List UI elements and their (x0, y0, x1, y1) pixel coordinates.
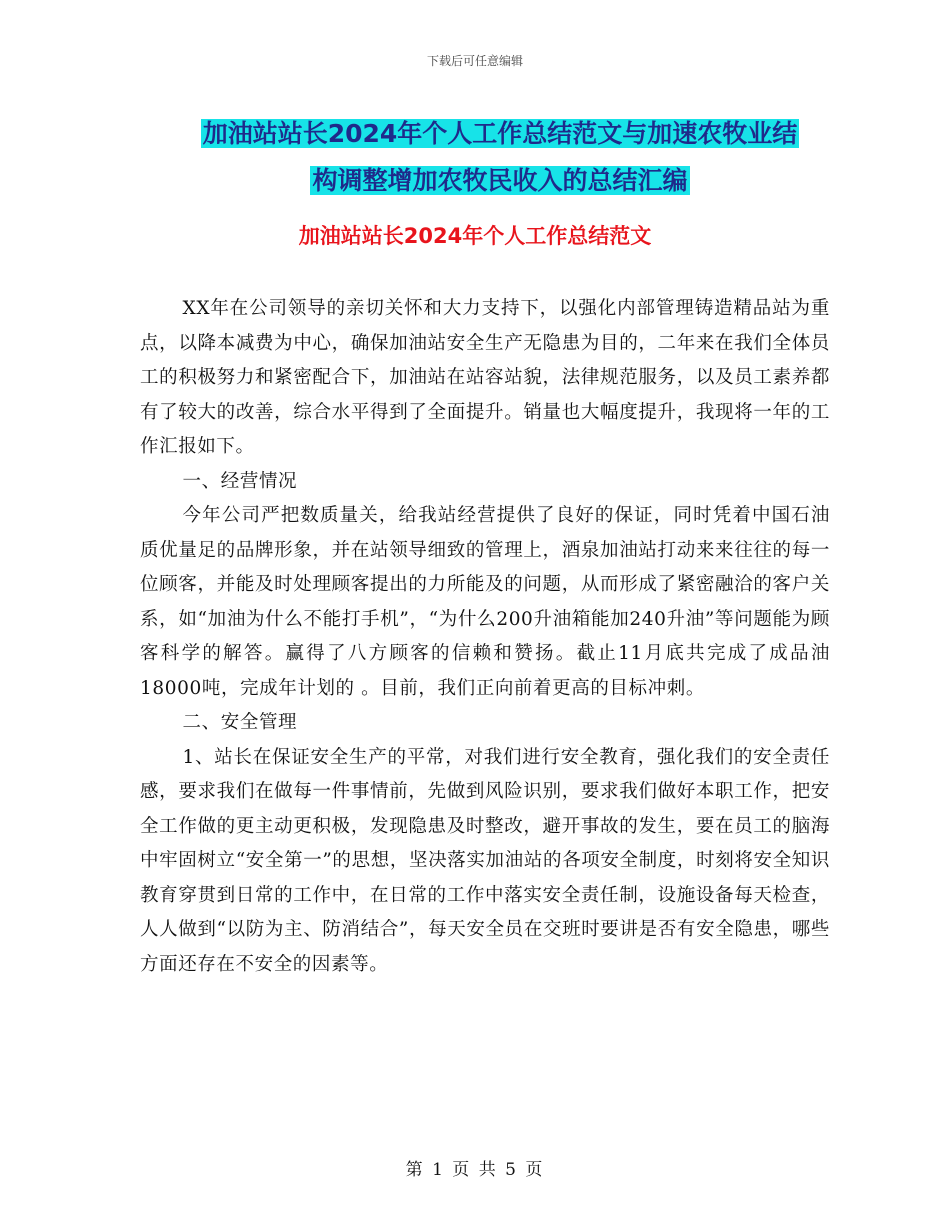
paragraph-safety: 1、站长在保证安全生产的平常，对我们进行安全教育，强化我们的安全责任感，要求我们在做每一件事情前，先做到风险识别，要求我们做好本职工作，把安全工作做的更主动更积极，发现隐患及时整改，避开事故的发生，要在员工的脑海中牢固树立“安全第一”的思想，坚决落实加油站的各项安全制度，时刻将安全知识教育穿贯到日常的工作中，在日常的工作中落实安全责任制，设施设备每天检查，人人做到“以防为主、防消结合”，每天安全员在交班时要讲是否有安全隐患，哪些方面还存在不安全的因素等。 (140, 746, 830, 975)
page-footer: 第 1 页 共 5 页 (405, 1160, 545, 1180)
heading-safety: 二、安全管理 (182, 712, 298, 733)
document-title-line-2: 构调整增加农牧民收入的总结汇编 (312, 166, 688, 195)
document-title-line-1: 加油站站长2024年个人工作总结范文与加速农牧业结 (202, 119, 798, 148)
document-title (140, 110, 860, 204)
body-text (140, 292, 830, 982)
heading-operations: 一、经营情况 (182, 470, 298, 492)
paragraph-operations: 今年公司严把数质量关，给我站经营提供了良好的保证，同时凭着中国石油质优量足的品牌形象，并在站领导细致的管理上，酒泉加油站打动来来往往的每一位顾客，并能及时处理顾客提出的力所能及的问题，从而形成了紧密融洽的客户关系，如“加油为什么不能打手机”，“为什么200升油箱能加240升油”等问题能为顾客科学的解答。赢得了八方顾客的信赖和赞扬。截止11月底共完成了成品油18000吨，完成年计划的 。目前，我们正向前着更高的目标冲刺。 (140, 505, 830, 699)
header-note: 下载后可任意编辑 (426, 54, 523, 68)
paragraph-intro: XX年在公司领导的亲切关怀和大力支持下，以强化内部管理铸造精品站为重点，以降本减费为中心，确保加油站安全生产无隐患为目的，二年来在我们全体员工的积极努力和紧密配合下，加油站在站容站貌，法律规范服务，以及员工素养都有了较大的改善，综合水平得到了全面提升。销量也大幅度提升，我现将一年的工作汇报如下。 (140, 298, 830, 457)
section-title: 加油站站长2024年个人工作总结范文 (298, 224, 652, 248)
